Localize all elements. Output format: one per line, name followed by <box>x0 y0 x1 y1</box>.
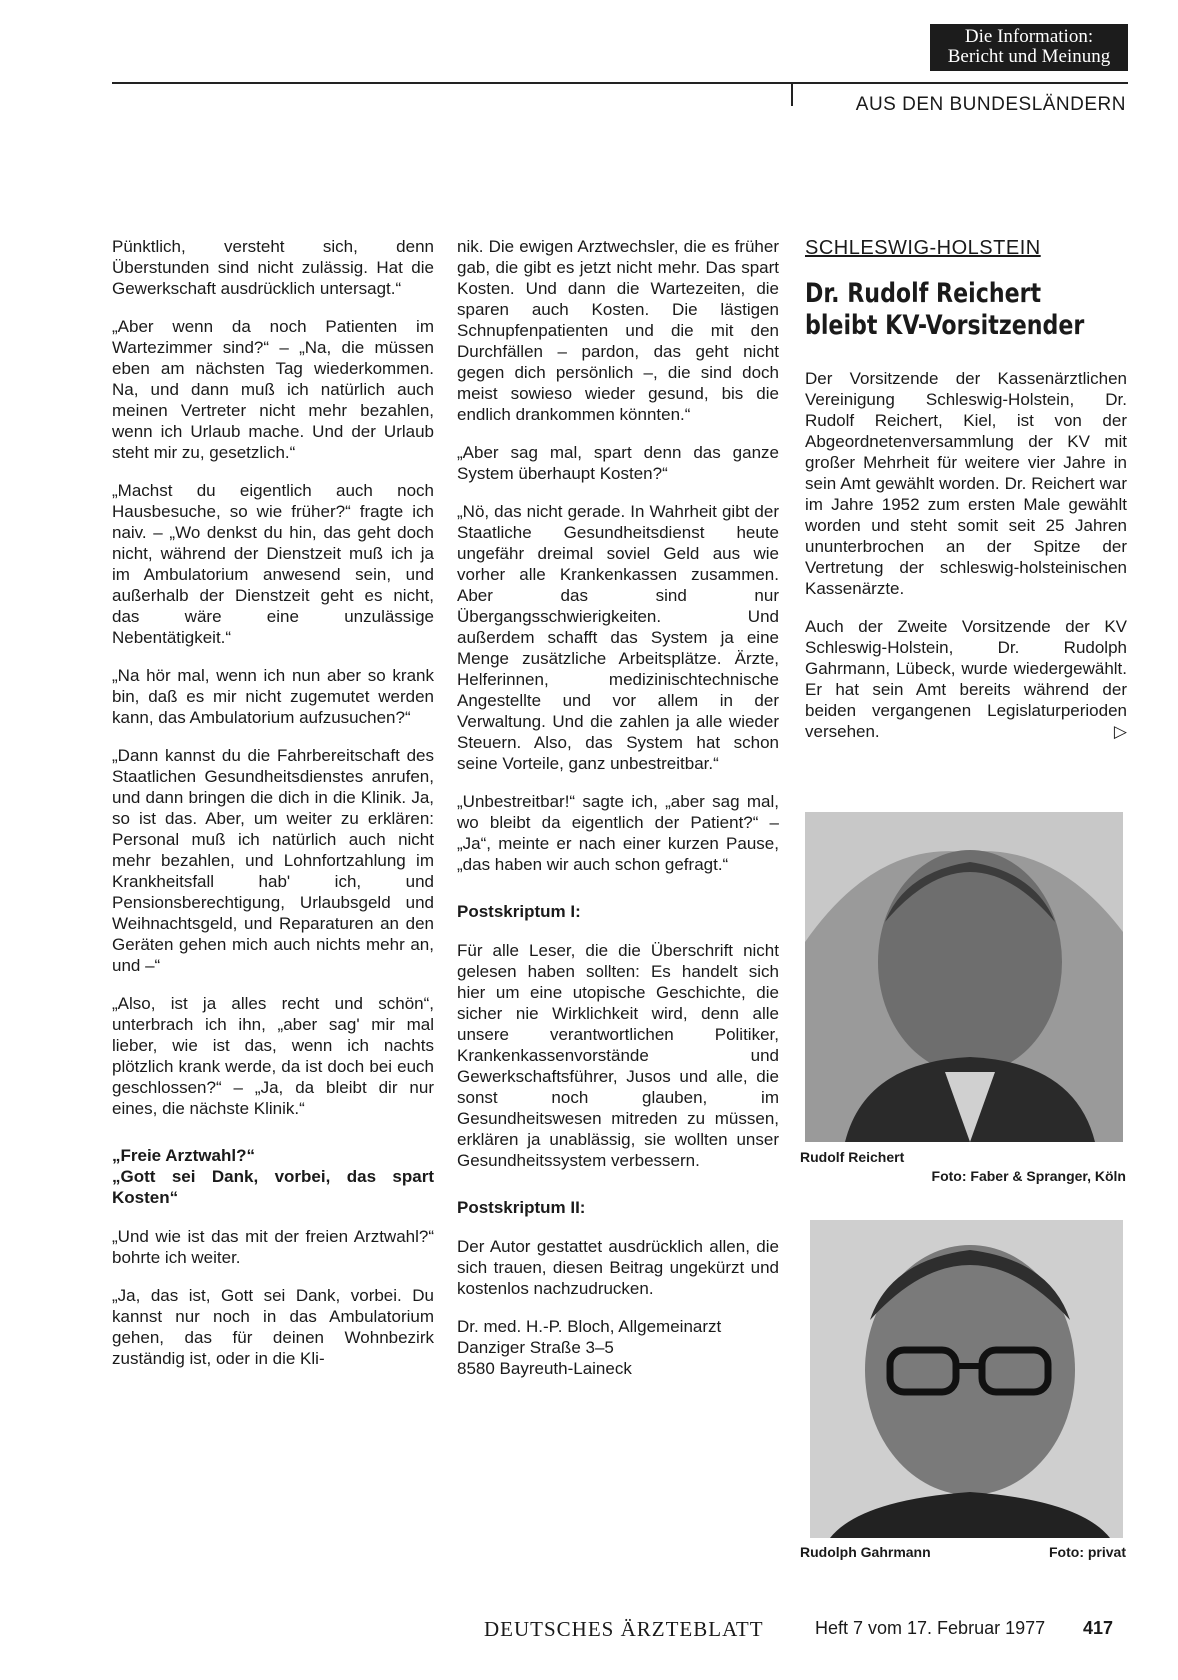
author-block <box>457 1316 779 1379</box>
headline-line-2: bleibt KV-Vorsitzender <box>805 310 1085 341</box>
headline-line-1: Dr. Rudolf Reichert <box>805 278 1042 309</box>
region-label: SCHLESWIG-HOLSTEIN <box>805 237 1041 259</box>
header-rule <box>112 82 1128 84</box>
page-number: 417 <box>1083 1618 1114 1638</box>
paragraph: Pünktlich, versteht sich, denn Überstunden sind nicht zulässig. Hat die Gewerkschaft ausdrücklich untersagt.“ <box>112 237 434 298</box>
paragraph <box>805 616 1127 742</box>
journal-name: DEUTSCHES ÄRZTEBLATT <box>484 1617 764 1641</box>
paragraph: „Und wie ist das mit der freien Arztwahl?“ bohrte ich weiter. <box>112 1227 434 1267</box>
paragraph-text: Auch der Zweite Vorsitzende der KV Schleswig-Holstein, Dr. Rudolph Gahrmann, Lübeck, wurde wiedergewählt. Er hat sein Amt bereits während der beiden vergangenen Legislaturperioden versehen. <box>805 617 1127 741</box>
paragraph: „Na hör mal, wenn ich nun aber so krank bin, daß es mir nicht zugemutet werden kann, das Ambulatorium aufzusuchen?“ <box>112 666 434 727</box>
subheading-line-2: „Gott sei Dank, vorbei, das spart Kosten“ <box>112 1167 434 1207</box>
section-badge <box>930 24 1128 71</box>
paragraph: „Dann kannst du die Fahrbereitschaft des Staatlichen Gesundheitsdienstes anrufen, und dann bringen die dich in die Klinik. Ja, so ist das. Aber, um weiter zu erklären: Personal muß ich natürlich auch nicht mehr bezahlen, und Lohnfortzahlung im Krankheitsfall hab' ich, und Pensionsberechtigung, Urlaubsgeld und Weihnachtsgeld, und Reparaturen an den Geräten gehen mich auch nichts mehr an, und –“ <box>112 746 434 975</box>
subheading <box>112 1145 434 1208</box>
paragraph: „Ja, das ist, Gott sei Dank, vorbei. Du kannst nur noch in das Ambulatorium gehen, das für deinen Wohnbezirk zuständig ist, oder in die Kli- <box>112 1286 434 1368</box>
continue-arrow-icon: ▷ <box>1113 722 1127 741</box>
postscript-2-text: Der Autor gestattet ausdrücklich allen, die sich trauen, diesen Beitrag ungekürzt und kostenlos nachzudrucken. <box>457 1237 779 1298</box>
photo-1-caption-credit: Foto: Faber & Spranger, Köln <box>931 1168 1126 1184</box>
portrait-photo-reichert <box>805 812 1123 1142</box>
postscript-1-title: Postskriptum I: <box>457 902 581 921</box>
badge-line-2: Bericht und Meinung <box>947 46 1111 67</box>
author-city: 8580 Bayreuth-Laineck <box>457 1359 632 1378</box>
portrait-photo-gahrmann <box>810 1220 1123 1538</box>
headline <box>805 278 1133 342</box>
issue-info: Heft 7 vom 17. Februar 1977 <box>815 1618 1046 1638</box>
postscript-2-title: Postskriptum II: <box>457 1198 586 1217</box>
badge-line-1: Die Information: <box>964 26 1094 47</box>
paragraph: „Also, ist ja alles recht und schön“, unterbrach ich ihn, „aber sag' mir mal lieber, wie ist das, wenn ich nachts plötzlich krank werde, da ist doch bei euch geschlossen?“ – „Ja, da bleibt dir nur eines, die nächste Klinik.“ <box>112 994 434 1118</box>
paragraph: „Nö, das nicht gerade. In Wahrheit gibt der Staatliche Gesundheitsdienst heute ungefähr dreimal soviel Geld aus wie vorher alle Krankenkassen zusammen. Aber das sind nur Übergangsschwierigkeiten. Und außerdem schafft das System ja eine Menge zusätzliche Arbeitsplätze. Ärzte, Helferinnen, medizinischtechnische Angestellte und vor allem in der Verwaltung. Und die zahlen ja alle wieder Steuern. Also, das System hat schon seine Vorteile, ganz unbestreitbar.“ <box>457 502 779 773</box>
header-column-divider <box>791 82 793 106</box>
article-column-1 <box>112 236 434 1386</box>
paragraph: „Aber sag mal, spart denn das ganze System überhaupt Kosten?“ <box>457 443 779 483</box>
photo-2-caption-credit: Foto: privat <box>1049 1544 1126 1560</box>
subheading-line-1: „Freie Arztwahl?“ <box>112 1146 255 1165</box>
photo-1-caption-name: Rudolf Reichert <box>800 1149 905 1165</box>
paragraph: Der Vorsitzende der Kassenärztlichen Vereinigung Schleswig-Holstein, Dr. Rudolf Reichert, Kiel, ist von der Abgeordnetenversammlung der KV mit großer Mehrheit für weitere vier Jahre in sein Amt gewählt worden. Dr. Reichert war im Jahre 1952 zum ersten Male gewählt worden und steht somit seit 25 Jahren ununterbrochen an der Spitze der Vertretung der schleswig-holsteinischen Kassenärzte. <box>805 369 1127 598</box>
author-street: Danziger Straße 3–5 <box>457 1338 614 1357</box>
photo-2-caption-name: Rudolph Gahrmann <box>800 1544 931 1560</box>
news-column <box>805 236 1127 759</box>
section-label: AUS DEN BUNDESLÄNDERN <box>855 94 1126 115</box>
paragraph: „Aber wenn da noch Patienten im Wartezimmer sind?“ – „Na, die müssen eben am nächsten Tag wiederkommen. Na, und dann muß ich natürlich auch meinen Vertreter nicht mehr bezahlen, wenn ich Urlaub mache. Und der Urlaub steht mir zu, gesetzlich.“ <box>112 317 434 462</box>
article-column-2 <box>457 236 779 1379</box>
paragraph: „Machst du eigentlich auch noch Hausbesuche, so wie früher?“ fragte ich naiv. – „Wo denkst du hin, das geht doch nicht, während der Dienstzeit muß ich ja im Ambulatorium anwesend sein, und außerhalb der Dienstzeit geht es nicht, das wäre eine unzulässige Nebentätigkeit.“ <box>112 481 434 647</box>
paragraph: nik. Die ewigen Arztwechsler, die es früher gab, die gibt es jetzt nicht mehr. Das spart Kosten. Und dann die Wartezeiten, die sparen auch Kosten. Die lästigen Schnupfenpatienten und die mit den Durchfällen – pardon, das geht nicht gegen dich persönlich –, die sind doch meist sowieso wieder gesund, bis die endlich drankommen könnten.“ <box>457 237 779 424</box>
author-name: Dr. med. H.-P. Bloch, Allgemeinarzt <box>457 1317 722 1336</box>
paragraph: „Unbestreitbar!“ sagte ich, „aber sag mal, wo bleibt da eigentlich der Patient?“ – „Ja“, meinte er nach einer kurzen Pause, „das haben wir auch schon gefragt.“ <box>457 792 779 874</box>
postscript-1-text: Für alle Leser, die die Überschrift nicht gelesen haben sollten: Es handelt sich hier um eine utopische Geschichte, die sicher nie Wirklichkeit wird, denn alle unsere verantwortlichen Politiker, Krankenkassenvorstände und Gewerkschaftsführer, Jusos und alle, die sonst noch glauben, im Gesundheitswesen mitreden zu müssen, erklären ja unablässig, sie wollten unser Gesundheitssystem verbessern. <box>457 941 779 1170</box>
